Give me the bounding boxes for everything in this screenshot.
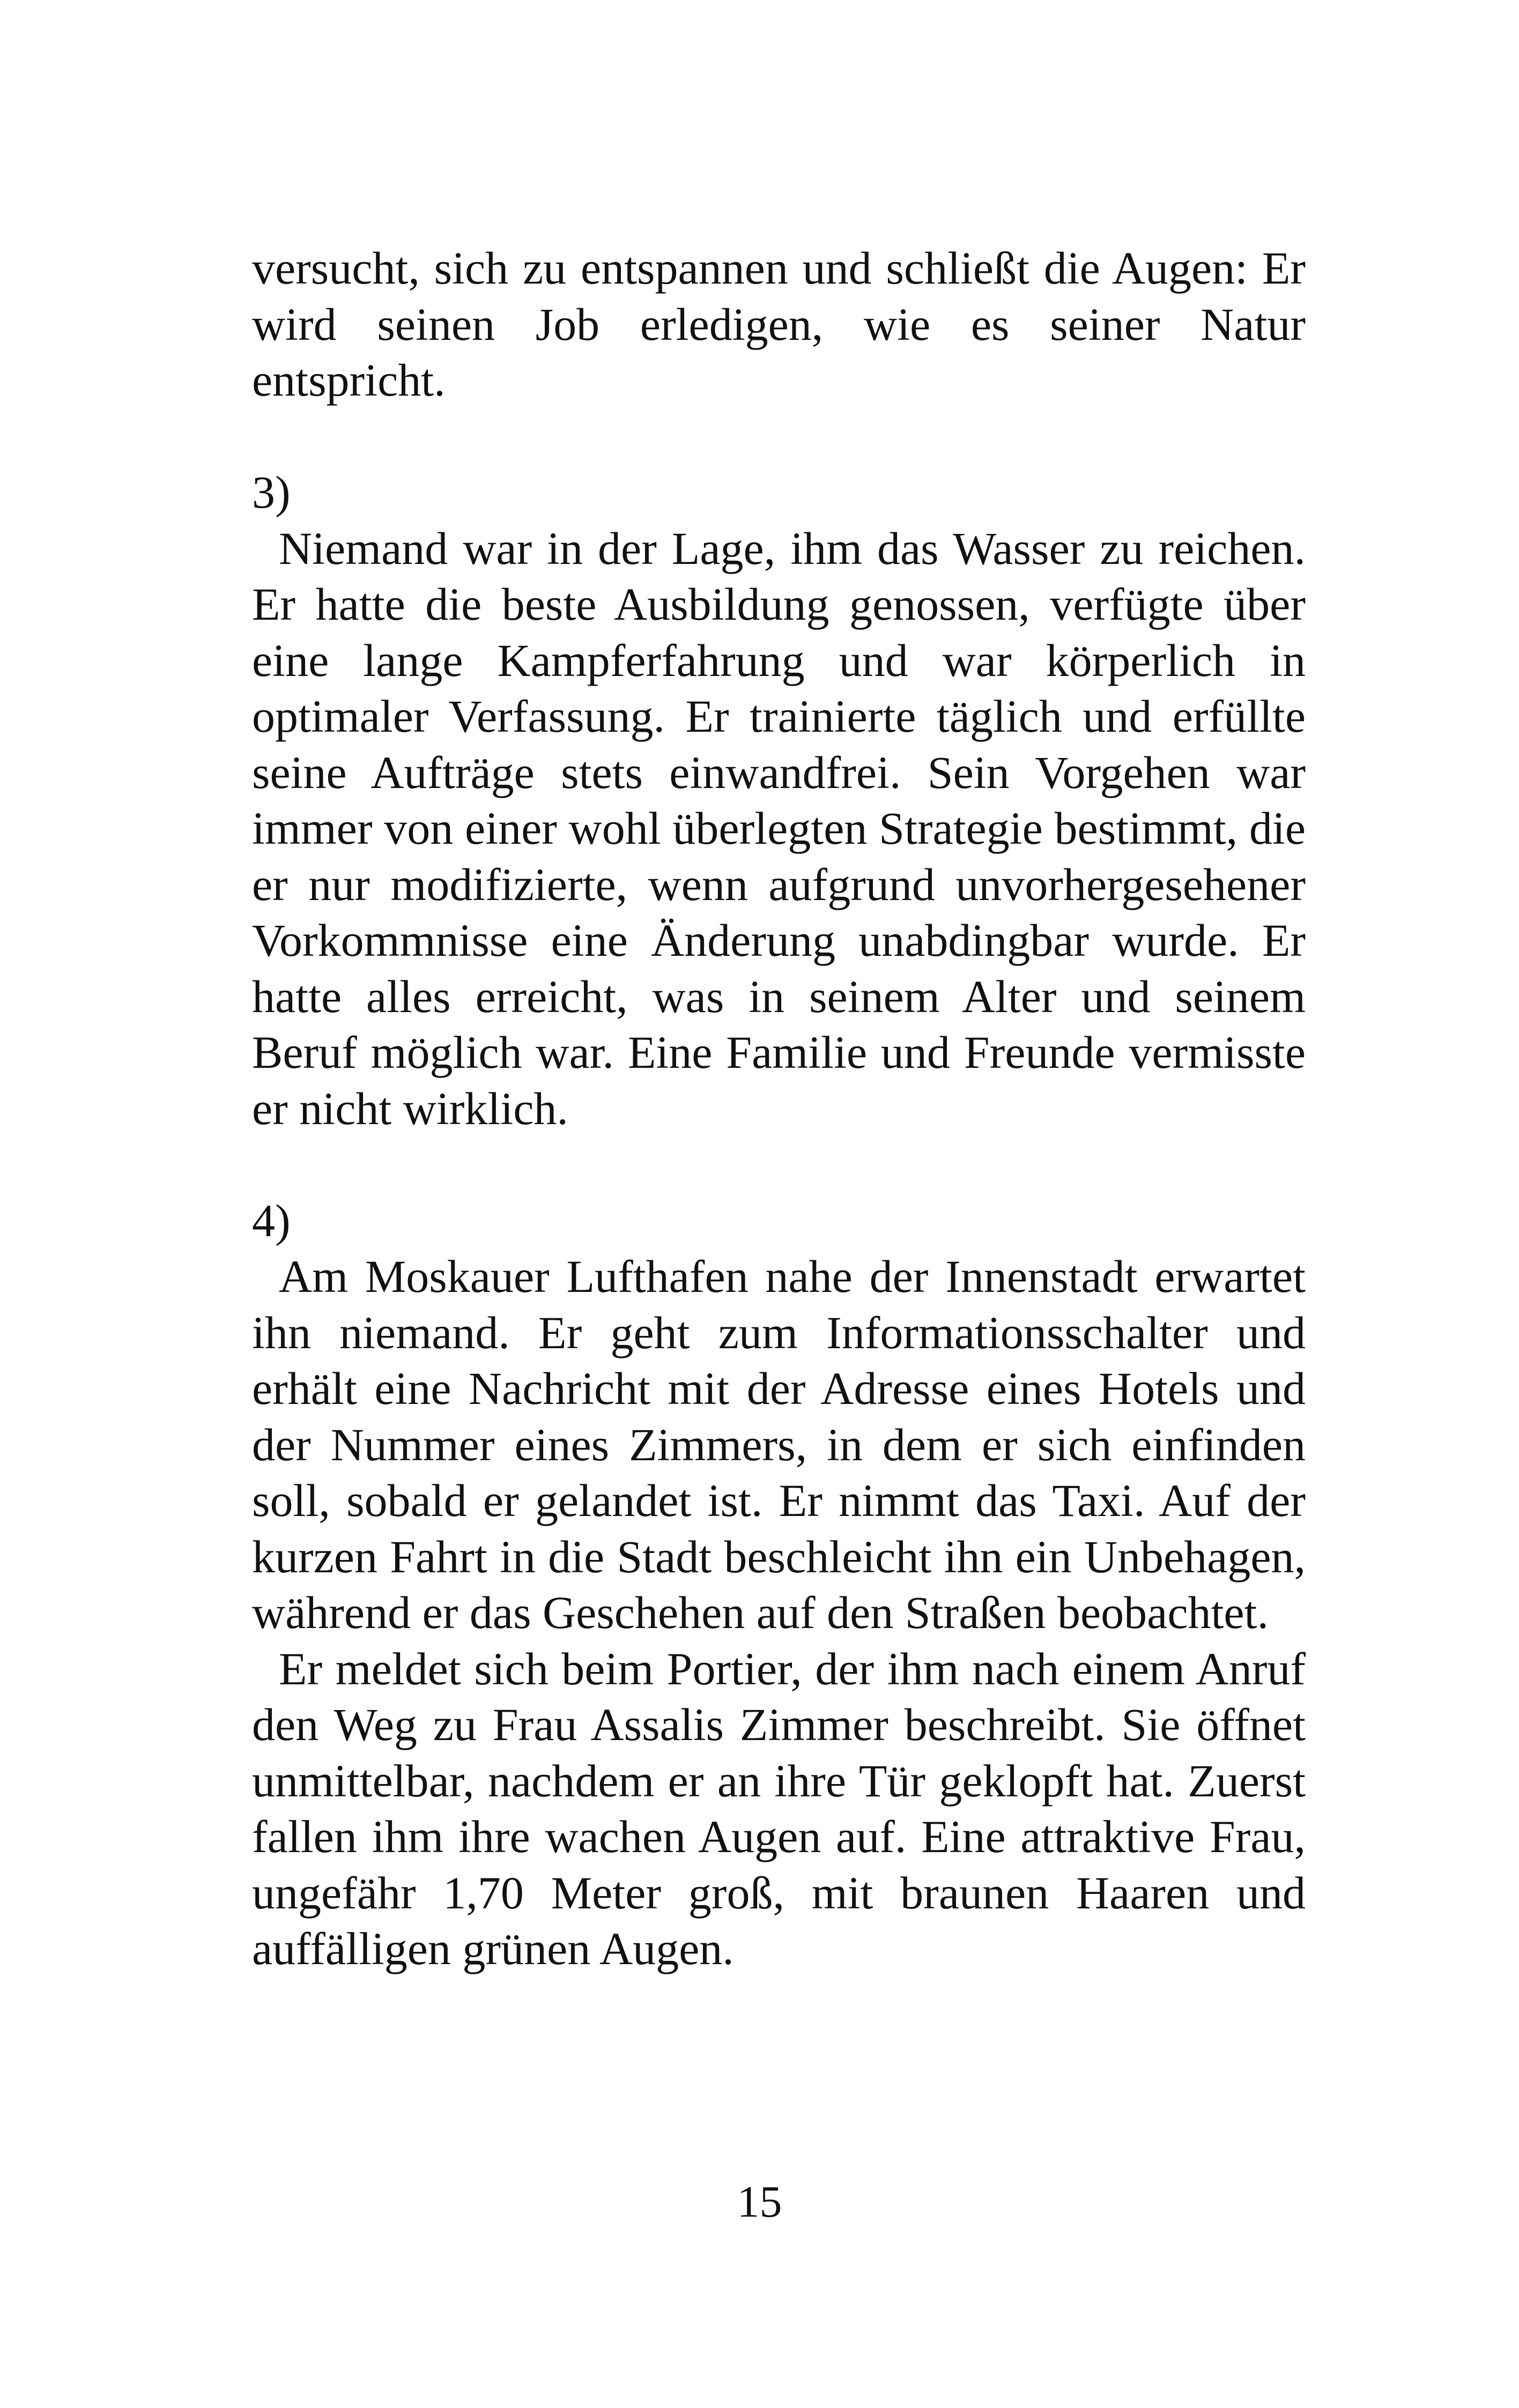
section-number-4: 4) (252, 1194, 291, 1246)
paragraph-continued: versucht, sich zu entspannen und schließt die Augen: Er wird seinen Job erledigen, wie es seiner Natur entspricht. (252, 242, 1306, 406)
section-number-3: 3) (252, 466, 291, 518)
paragraph-section-4-first: Am Moskauer Lufthafen nahe der Innenstadt erwartet ihn niemand. Er geht zum Informationsschalter und erhält eine Nachricht mit der Adresse eines Hotels und der Nummer eines Zimmers, in dem er sich einfinden soll, sobald er gelandet ist. Er nimmt das Taxi. Auf der kurzen Fahrt in die Stadt beschleicht ihn ein Unbehagen, während er das Geschehen auf den Straßen beobachtet. (252, 1251, 1306, 1638)
paragraph-section-4-second: Er meldet sich beim Portier, der ihm nach einem Anruf den Weg zu Frau Assalis Zimmer beschreibt. Sie öffnet unmittelbar, nachdem er an ihre Tür geklopft hat. Zuerst fallen ihm ihre wachen Augen auf. Eine attraktive Frau, ungefähr 1,70 Meter groß, mit braunen Haaren und auffälligen grünen Augen. (252, 1643, 1306, 1974)
paragraph-section-3: Niemand war in der Lage, ihm das Wasser zu reichen. Er hatte die beste Ausbildung genossen, verfügte über eine lange Kampferfahrung und war körperlich in optimaler Verfassung. Er trainierte täglich und erfüllte seine Aufträge stets einwandfrei. Sein Vorgehen war immer von einer wohl überlegten Strategie bestimmt, die er nur modifizierte, wenn aufgrund unvorhergesehener Vorkommnisse eine Änderung unabdingbar wurde. Er hatte alles erreicht, was in seinem Alter und seinem Beruf möglich war. Eine Familie und Freunde vermisste er nicht wirklich. (252, 522, 1306, 1134)
page-number: 15 (737, 2177, 782, 2227)
body-text (252, 240, 1306, 1977)
